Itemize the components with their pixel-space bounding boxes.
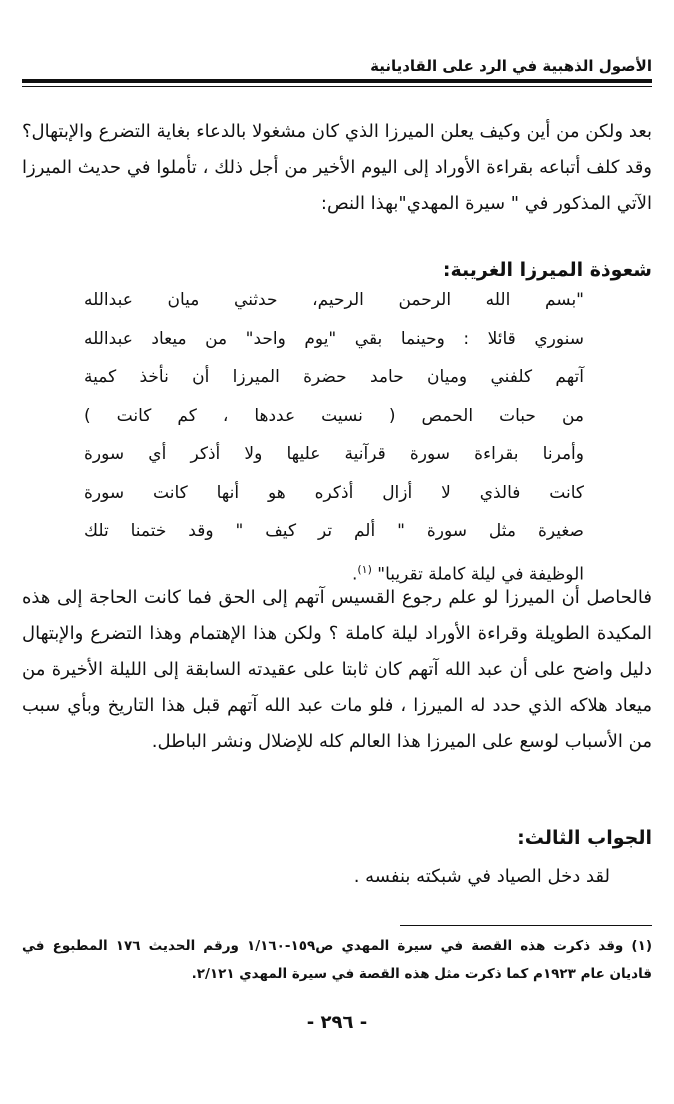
quote-line: كانت فالذي لا أزال أذكره هو أنها كانت سورة (84, 482, 584, 503)
header-rule-thick (22, 79, 652, 83)
quote-line: من حبات الحمص ( نسيت عددها ، كم كانت ) (84, 405, 584, 426)
footnote-reference[interactable]: (١) (357, 562, 372, 576)
quoted-narration (84, 281, 584, 594)
quote-line: آتهم كلفني وميان حامد حضرة الميرزا أن نأخذ كمية (84, 367, 584, 387)
header-rule-thin (22, 86, 652, 87)
paragraph-conclusion: فالحاصل أن الميرزا لو علم رجوع القسيس آتهم إلى الحق فما كانت الحاجة إلى هذه المكيدة الطويلة وقراءة الأوراد ليلة كاملة ؟ ولكن هذا الإهتمام وهذا التضرع والإبتهال دليل واضح على أن عبد الله آتهم كان ثابتا على عقيدته السابقة إلى الليلة الأخيرة من ميعاد هلاكه الذي حدد له الميرزا ، فلو مات عبد الله آتهم قبل هذا التاريخ وبأي سبب من الأسباب لوسع على الميرزا هذا العالم كله للإضلال ونشر الباطل. (22, 587, 652, 752)
quote-line: سنوري قائلا : وحينما بقي "يوم واحد" من ميعاد عبدالله (84, 328, 584, 349)
section-heading-sorcery: شعوذة الميرزا الغريبة: (442, 259, 652, 281)
quote-line: وأمرنا بقراءة سورة قرآنية عليها ولا أذكر أي سورة (84, 444, 584, 464)
running-header: الأصول الذهبية في الرد على القاديانية (370, 57, 652, 75)
paragraph-hunter: لقد دخل الصياد في شبكته بنفسه . (353, 866, 610, 887)
quote-line-last: الوظيفة في ليلة كاملة تقريبا" $^{(١)}$. (351, 562, 584, 585)
paragraph-intro: بعد ولكن من أين وكيف يعلن الميرزا الذي كان مشغولا بالدعاء بغاية التضرع والإبتهال؟ وقد كلف أتباعه بقراءة الأوراد إلى اليوم الأخير من أجل ذلك ، تأملوا في حديث الميرزا الآتي المذكور في " سيرة المهدي"بهذا النص: (22, 121, 652, 214)
quote-line: صغيرة مثل سورة " ألم تر كيف " وقد ختمنا تلك (84, 521, 584, 541)
quote-line-text: الوظيفة في ليلة كاملة تقريبا" (377, 564, 584, 585)
footnote-separator (400, 925, 652, 926)
section-heading-third-answer: الجواب الثالث: (517, 827, 652, 849)
quote-line: "بسم الله الرحمن الرحيم، حدثني ميان عبدالله (84, 290, 584, 310)
page-number: - ٢٩٦ - (306, 1012, 368, 1033)
footnote-text: (١) وقد ذكرت هذه القصة في سيرة المهدي ص١٥٩-١/١٦٠ ورقم الحديث ١٧٦ المطبوع في قاديان عام ١٩٢٣م كما ذكرت مثل هذه القصة في سيرة المهدي ٢/١٢١. (22, 938, 652, 982)
